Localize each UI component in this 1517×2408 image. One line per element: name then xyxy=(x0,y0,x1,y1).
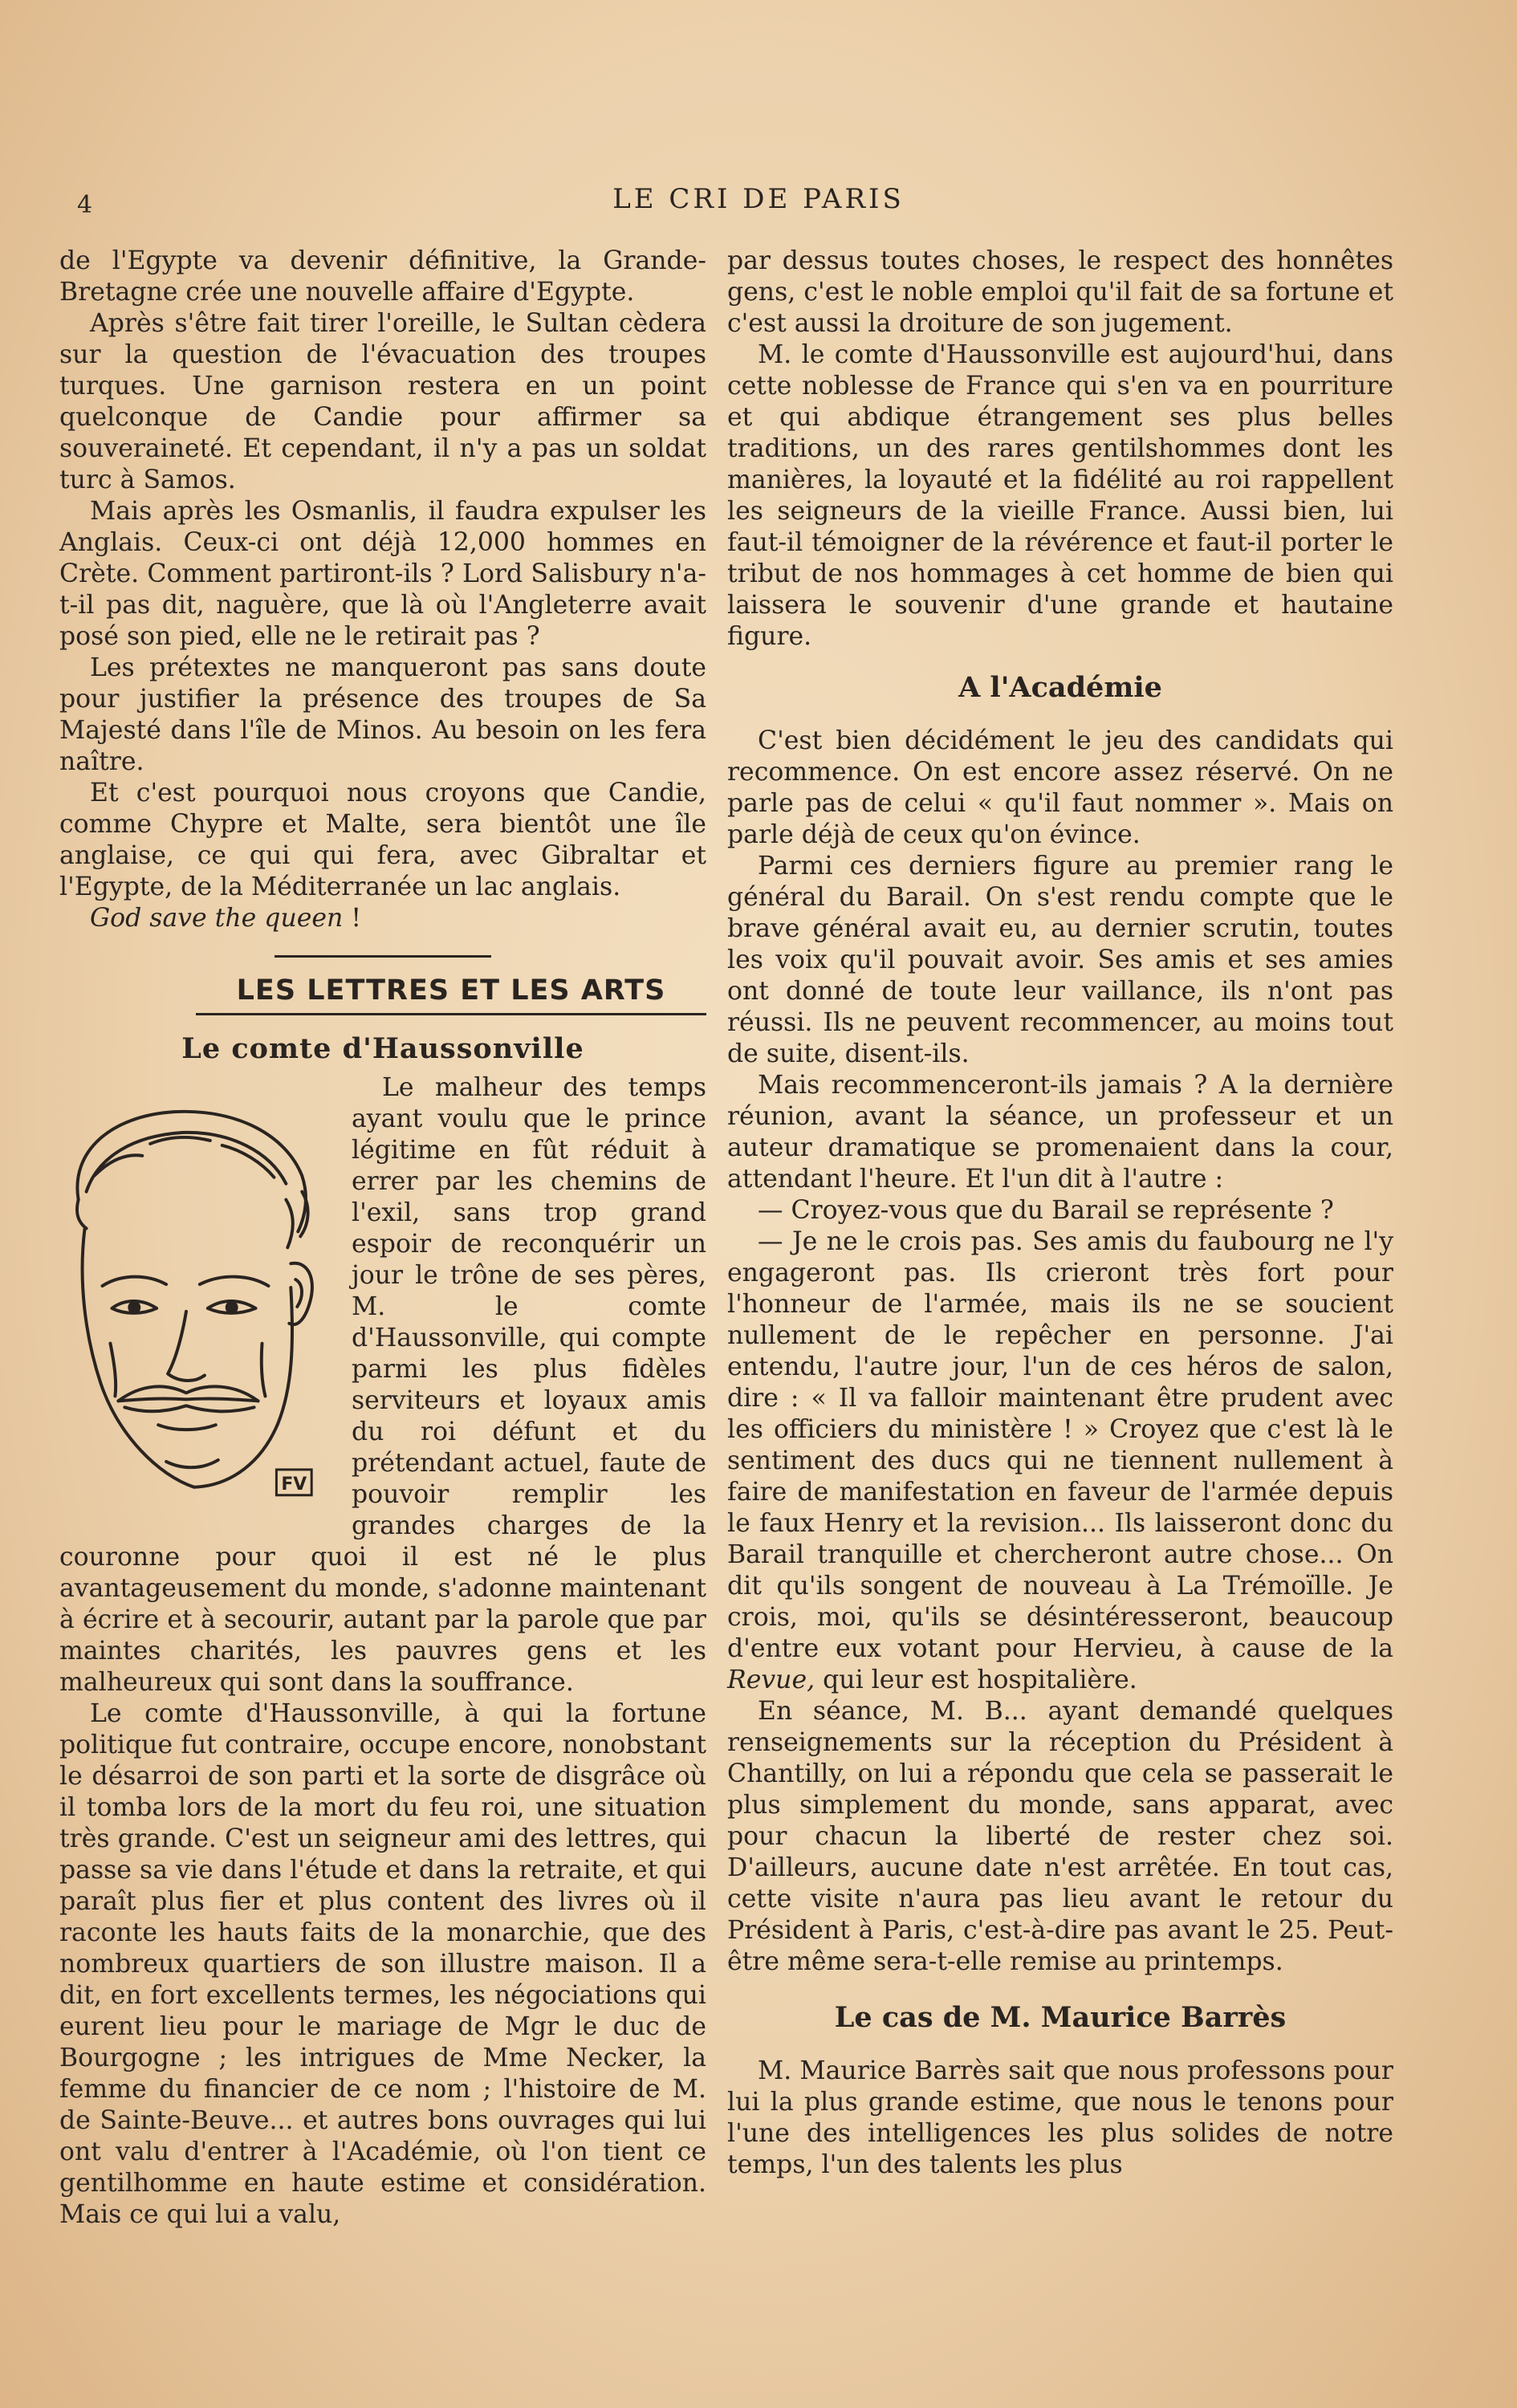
left-column xyxy=(59,246,706,2231)
section-divider xyxy=(275,955,491,958)
paragraph xyxy=(727,1226,1393,1696)
portrait-monogram xyxy=(276,1470,311,1495)
paragraph-text: qui leur est hospitalière. xyxy=(815,1666,1137,1694)
paragraph: Et c'est pourquoi nous croyons que Candie, comme Chypre et Malte, sera bientôt une île anglaise, ce qui qui fera, avec Gibraltar et l'Egypte, de la Méditerranée un lac anglais. xyxy=(59,779,706,901)
portrait-illustration xyxy=(22,1079,342,1512)
monogram-text: FV xyxy=(281,1474,307,1495)
paragraph: par dessus toutes choses, le respect des honnêtes gens, c'est le noble emploi qu'il fait de sa fortune et c'est aussi la droiture de son jugement. xyxy=(727,246,1393,338)
article-title: Le comte d'Haussonville xyxy=(181,1032,584,1065)
paragraph: Parmi ces derniers figure au premier rang le général du Barail. On s'est rendu compte que le brave général avait eu, au dernier scrutin, toutes les voix qu'il pouvait avoir. Ses amis et ses amies ont donné de toute leur vaillance, ils n'ont pas réussi. Ils ne peuvent recommencer, au moins tout de suite, disent-ils. xyxy=(727,852,1393,1068)
section-heading: LES LETTRES ET LES ARTS xyxy=(196,975,706,1015)
paragraph: C'est bien décidément le jeu des candidats qui recommence. On est encore assez réservé. On ne parle pas de celui « qu'il faut nommer ». Mais on parle déjà de ceux qu'on évince. xyxy=(727,726,1393,849)
paragraph: Mais après les Osmanlis, il faudra expulser les Anglais. Ceux-ci ont déjà 12,000 hommes en Crète. Comment partiront-ils ? Lord Salisbury n'a-t-il pas dit, naguère, que là où l'Angleterre avait posé son pied, elle ne le retirait pas ? xyxy=(59,497,706,651)
article-title: Le cas de M. Maurice Barrès xyxy=(834,2001,1287,2034)
closing-phrase: God save the queen xyxy=(90,904,344,933)
closing-line xyxy=(59,903,706,934)
journal-title: LE CRI DE PARIS xyxy=(612,183,905,215)
closing-punct: ! xyxy=(343,904,361,933)
paragraph: Les prétextes ne manqueront pas sans doute pour justifier la présence des troupes de Sa Majesté dans l'île de Minos. Au besoin on les fera naître. xyxy=(59,653,706,776)
article-title: A l'Académie xyxy=(958,671,1162,704)
paragraph-text: Le malheur des temps ayant voulu que le prince légitime en fût réduit à errer par les chemins de l'exil, sans trop grand espoir de reconquérir un jour le trône de ses pères, M. le comte d'Haussonville, qui compte parmi les plus fidèles serviteurs et loyaux amis du roi défunt et du prétendant actuel, faute de pouvoir remplir les grandes charges de la couronne pour quoi il est né le plus avantageusement du monde, s'adonne maintenant à écrire et à secourir, autant par la parole que par maintes charités, les pauvres gens et les malheureux qui sont dans la souffrance. xyxy=(59,1073,706,1697)
paragraph: Après s'être fait tirer l'oreille, le Sultan cèdera sur la question de l'évacuation des troupes turques. Une garnison restera en un point quelconque de Candie pour affirmer sa souveraineté. Et cependant, il n'y a pas un soldat turc à Samos. xyxy=(59,309,706,494)
paragraph xyxy=(59,1072,706,1698)
paragraph: Mais recommenceront-ils jamais ? A la dernière réunion, avant la séance, un professeur et un auteur dramatique se promenaient dans la cour, attendant l'heure. Et l'un dit à l'autre : xyxy=(727,1071,1393,1194)
paragraph: M. Maurice Barrès sait que nous professons pour lui la plus grande estime, que nous le tenons pour l'une des intelligences les plus solides de notre temps, l'un des talents les plus xyxy=(727,2056,1393,2179)
right-column xyxy=(727,246,1393,2181)
paragraph: M. le comte d'Haussonville est aujourd'hui, dans cette noblesse de France qui s'en va en pourriture et qui abdique étrangement ses plus belles traditions, un des rares gentilshommes dont les manières, la loyauté et la fidélité au roi rappellent les seigneurs de la vieille France. Aussi bien, lui faut-il témoigner de la révérence et faut-il porter le tribut de nos hommages à cet homme de bien qui laissera le souvenir d'une grande et hautaine figure. xyxy=(727,340,1393,651)
portrait-drawing xyxy=(22,1079,342,1512)
paragraph-text: — Je ne le crois pas. Ses amis du faubourg ne l'y engageront pas. Ils crieront très fort pour l'honneur de l'armée, mais ils ne se soucient nullement de le repêcher en personne. J'ai entendu, l'autre jour, l'un de ces héros de salon, dire : « Il va falloir maintenant être prudent avec les officiers du ministère ! » Croyez que c'est là le sentiment des ducs qui ne tiennent nullement à faire de manifestation en faveur de l'armée depuis le faux Henry et la revision... Ils laisseront donc du Barail tranquille et chercheront autre chose... On dit qu'ils songent de nouveau à La Trémoïlle. Je crois, moi, qu'ils se désintéresseront, beaucoup d'entre eux votant pour Hervieu, à cause de la xyxy=(727,1227,1393,1663)
page-header xyxy=(0,180,1517,228)
page-number: 4 xyxy=(77,191,93,219)
paragraph: — Croyez-vous que du Barail se représente ? xyxy=(758,1196,1334,1225)
paragraph: de l'Egypte va devenir définitive, la Grande-Bretagne crée une nouvelle affaire d'Egypte. xyxy=(59,246,706,307)
paragraph: En séance, M. B... ayant demandé quelques renseignements sur la réception du Président à Chantilly, on lui a répondu que cela se passerait le plus simplement du monde, sans apparat, avec pour chacun la liberté de rester chez soi. D'ailleurs, aucune date n'est arrêtée. En tout cas, cette visite n'aura pas lieu avant le retour du Président à Paris, c'est-à-dire pas avant le 25. Peut-être même sera-t-elle remise au printemps. xyxy=(727,1697,1393,1976)
publication-name: Revue, xyxy=(727,1666,815,1694)
paragraph: Le comte d'Haussonville, à qui la fortune politique fut contraire, occupe encore, nonobstant le désarroi de son parti et la sorte de disgrâce où il tomba lors de la mort du feu roi, une situation très grande. C'est un seigneur ami des lettres, qui passe sa vie dans l'étude et dans la retraite, et qui paraît plus fier et plus content des livres où il raconte les hauts faits de la monarchie, que des nombreux quartiers de son illustre maison. Il a dit, en fort excellents termes, les négociations qui eurent lieu pour le mariage de Mgr le duc de Bourgogne ; les intrigues de Mme Necker, la femme du financier de ce nom ; l'histoire de M. de Sainte-Beuve... et autres bons ouvrages qui lui ont valu d'entrer à l'Académie, où l'on tient ce gentilhomme en haute estime et considération. Mais ce qui lui a valu, xyxy=(59,1699,706,2229)
